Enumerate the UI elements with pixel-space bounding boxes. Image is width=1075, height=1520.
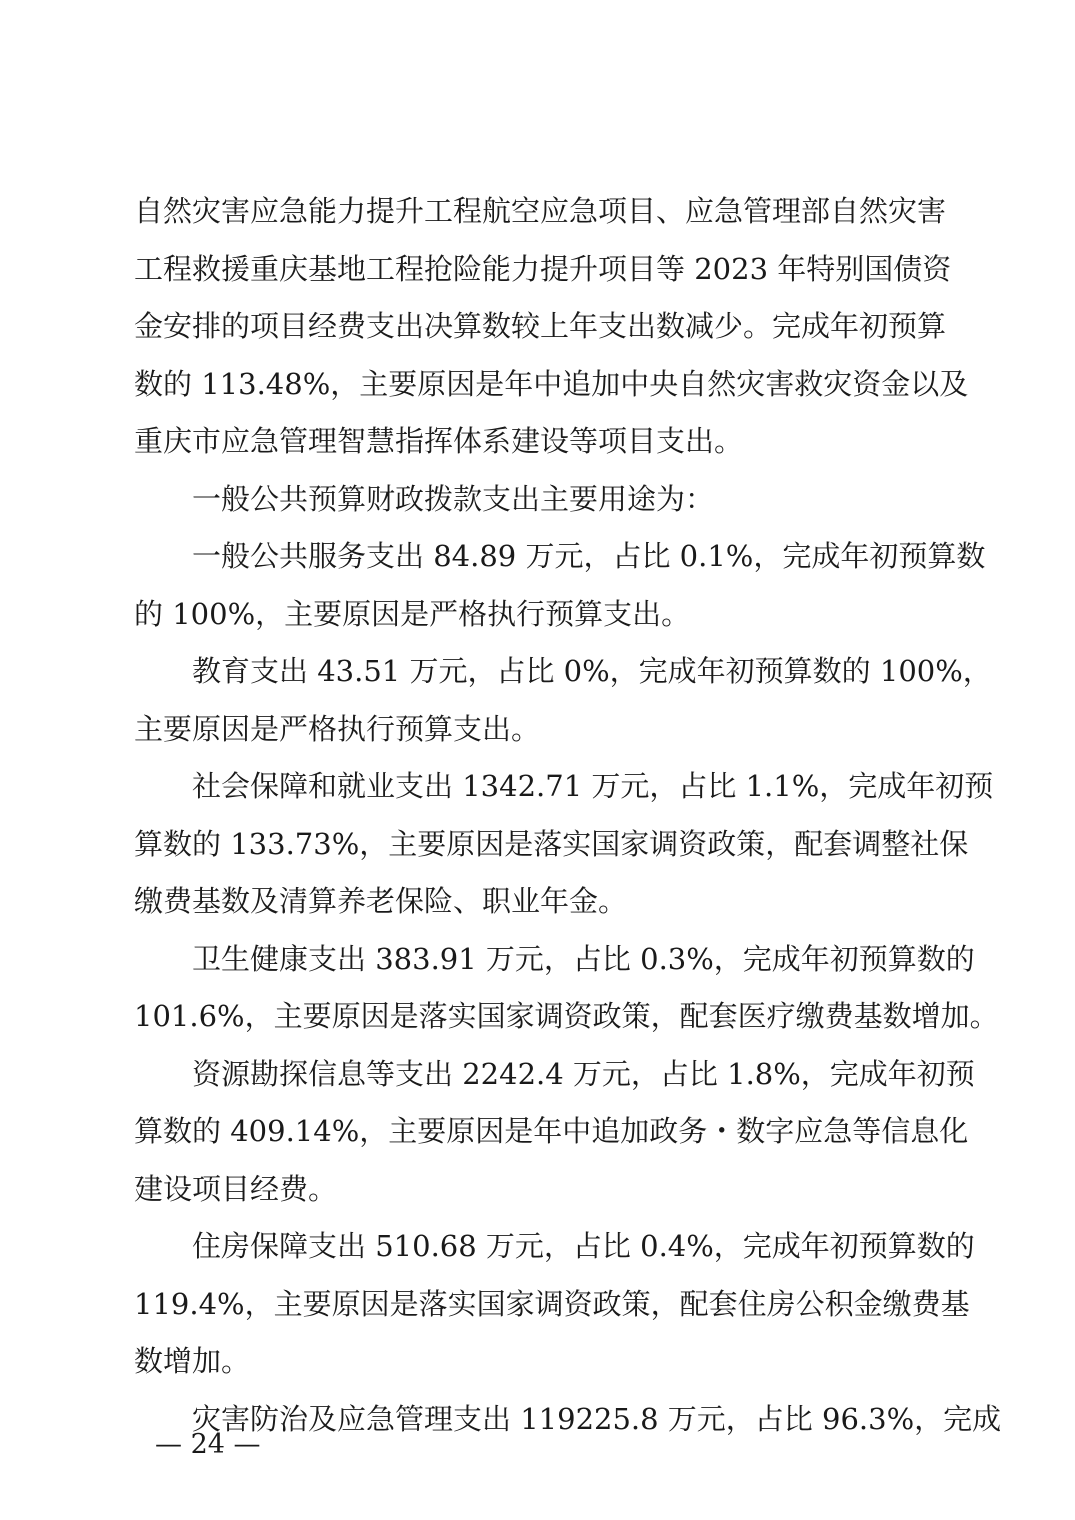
body-text-line: 重庆市应急管理智慧指挥体系建设等项目支出。	[134, 424, 744, 458]
body-text-line: 工程救援重庆基地工程抢险能力提升项目等 2023 年特别国债资	[134, 252, 952, 286]
body-text-line: 主要原因是严格执行预算支出。	[134, 712, 541, 746]
body-text-line: 自然灾害应急能力提升工程航空应急项目、应急管理部自然灾害	[134, 194, 947, 228]
body-text-line: 住房保障支出 510.68 万元，占比 0.4%，完成年初预算数的	[192, 1229, 975, 1263]
body-text-line: 数的 113.48%，主要原因是年中追加中央自然灾害救灾资金以及	[134, 367, 969, 401]
body-text-line: 算数的 409.14%，主要原因是年中追加政务・数字应急等信息化	[134, 1114, 969, 1148]
body-text-line: 灾害防治及应急管理支出 119225.8 万元，占比 96.3%，完成	[192, 1402, 1002, 1436]
body-text-line: 119.4%，主要原因是落实国家调资政策，配套住房公积金缴费基	[134, 1287, 970, 1321]
body-text-line: 建设项目经费。	[134, 1172, 338, 1206]
body-text-line: 资源勘探信息等支出 2242.4 万元，占比 1.8%，完成年初预	[192, 1057, 975, 1091]
body-text-line: 算数的 133.73%，主要原因是落实国家调资政策，配套调整社保	[134, 827, 969, 861]
section-intro-line: 一般公共预算财政拨款支出主要用途为：	[192, 482, 715, 516]
body-text-line: 教育支出 43.51 万元，占比 0%，完成年初预算数的 100%，	[192, 654, 992, 688]
body-text-line: 卫生健康支出 383.91 万元，占比 0.3%，完成年初预算数的	[192, 942, 975, 976]
body-text-line: 金安排的项目经费支出决算数较上年支出数减少。完成年初预算	[134, 309, 947, 343]
body-text-line: 社会保障和就业支出 1342.71 万元，占比 1.1%，完成年初预	[192, 769, 994, 803]
body-text-line: 的 100%，主要原因是严格执行预算支出。	[134, 597, 691, 631]
body-text-line: 数增加。	[134, 1344, 251, 1378]
body-text-line: 一般公共服务支出 84.89 万元，占比 0.1%，完成年初预算数	[192, 539, 986, 573]
page-number: — 24 —	[155, 1429, 261, 1460]
body-text-line: 101.6%，主要原因是落实国家调资政策，配套医疗缴费基数增加。	[134, 999, 999, 1033]
body-text-line: 缴费基数及清算养老保险、职业年金。	[134, 884, 628, 918]
